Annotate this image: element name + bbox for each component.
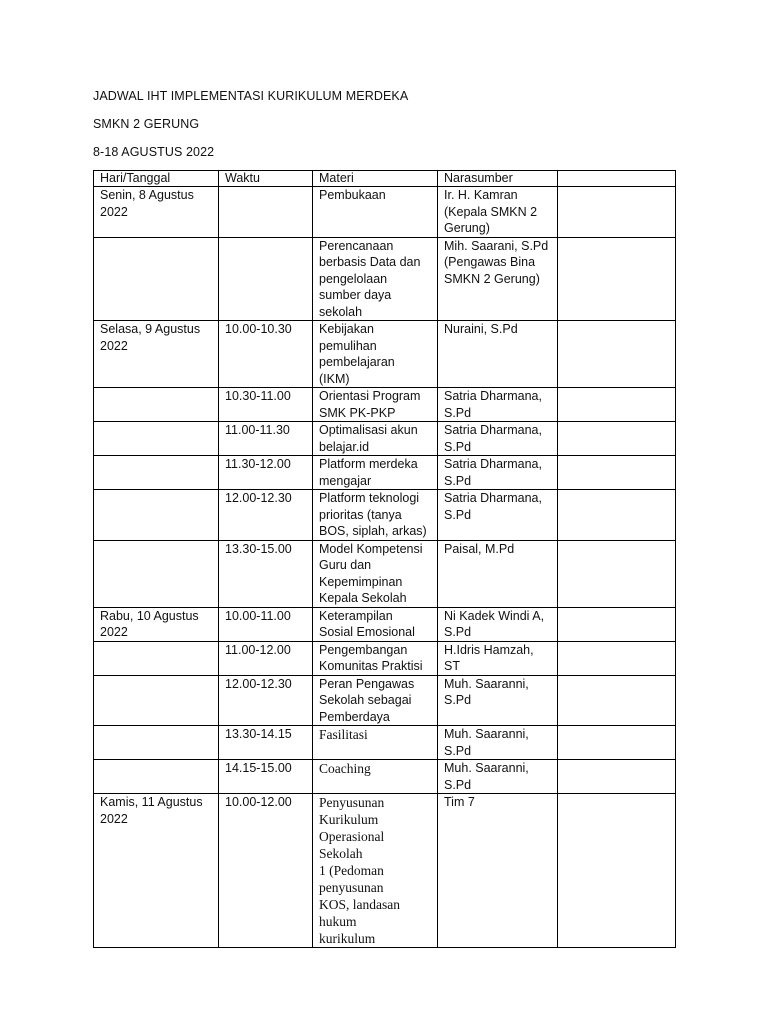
speaker-cell (438, 422, 558, 456)
speaker-cell (438, 726, 558, 760)
time-cell (219, 388, 313, 422)
extra-cell (558, 422, 676, 456)
time-cell-text: 11.00-11.30 (225, 423, 290, 437)
extra-cell (558, 641, 676, 675)
day-cell (94, 675, 219, 726)
time-cell-text: 13.30-14.15 (225, 727, 292, 741)
day-cell-text: Rabu, 10 Agustus 2022 (100, 608, 199, 639)
topic-cell (313, 641, 438, 675)
topic-cell-text: Penyusunan Kurikulum Operasional Sekolah 1 (Pedoman penyusunan KOS, landasan hukum kurikulum (319, 795, 400, 946)
topic-cell-text: Platform teknologi prioritas (tanya BOS, siplah, arkas) (319, 491, 427, 538)
time-cell (219, 607, 313, 641)
speaker-cell (438, 237, 558, 321)
day-cell (94, 540, 219, 607)
speaker-cell-text: Muh. Saaranni, S.Pd (444, 761, 529, 792)
table-row (94, 456, 676, 490)
extra-cell (558, 456, 676, 490)
extra-cell (558, 726, 676, 760)
day-cell (94, 237, 219, 321)
time-cell (219, 675, 313, 726)
day-cell (94, 388, 219, 422)
topic-cell-text: Fasilitasi (319, 727, 368, 742)
time-cell-text: 10.00-12.00 (225, 795, 292, 809)
time-cell (219, 540, 313, 607)
topic-cell-text: Coaching (319, 761, 371, 776)
day-cell (94, 794, 219, 948)
time-cell (219, 641, 313, 675)
extra-cell (558, 794, 676, 948)
day-cell (94, 760, 219, 794)
day-cell (94, 456, 219, 490)
time-cell-text: 13.30-15.00 (225, 541, 292, 556)
speaker-cell (438, 607, 558, 641)
speaker-cell (438, 321, 558, 388)
topic-cell-text: Peran Pengawas Sekolah sebagai Pemberdaya (319, 676, 415, 724)
topic-cell (313, 540, 438, 607)
table-row (94, 726, 676, 760)
topic-cell (313, 607, 438, 641)
header-day: Hari/Tanggal (94, 171, 219, 187)
day-cell-text: Senin, 8 Agustus 2022 (100, 188, 194, 219)
day-cell (94, 187, 219, 238)
extra-cell (558, 540, 676, 607)
topic-cell-text: Keterampilan Sosial Emosional (319, 608, 415, 639)
topic-cell-text: Platform merdeka mengajar (319, 457, 418, 488)
speaker-cell-text: Satria Dharmana, S.Pd (444, 491, 542, 522)
day-cell (94, 607, 219, 641)
topic-cell-text: Pengembangan Komunitas Praktisi (319, 642, 423, 673)
topic-cell-text: Model Kompetensi Guru dan Kepemimpinan Kepala Sekolah (319, 541, 423, 605)
time-cell-text: 11.00-12.00 (225, 642, 291, 657)
time-cell (219, 760, 313, 794)
extra-cell (558, 321, 676, 388)
day-cell-text: Selasa, 9 Agustus 2022 (100, 322, 201, 353)
time-cell (219, 794, 313, 948)
topic-cell (313, 422, 438, 456)
header-speaker: Narasumber (438, 171, 558, 187)
speaker-cell-text: Nuraini, S.Pd (444, 322, 518, 336)
speaker-cell-text: H.Idris Hamzah, ST (444, 642, 534, 673)
extra-cell (558, 490, 676, 541)
time-cell (219, 321, 313, 388)
speaker-cell (438, 187, 558, 238)
speaker-cell-text: Satria Dharmana, S.Pd (444, 423, 542, 454)
speaker-cell (438, 540, 558, 607)
topic-cell (313, 456, 438, 490)
table-row (94, 675, 676, 726)
table-row (94, 794, 676, 948)
time-cell-text: 14.15-15.00 (225, 761, 292, 775)
time-cell-text: 11.30-12.00 (225, 457, 291, 471)
topic-cell (313, 760, 438, 794)
topic-cell (313, 388, 438, 422)
extra-cell (558, 607, 676, 641)
day-cell (94, 422, 219, 456)
day-cell (94, 641, 219, 675)
speaker-cell-text: Satria Dharmana, S.Pd (444, 389, 542, 420)
time-cell-text: 10.00-11.00 (225, 608, 291, 623)
speaker-cell-text: Mih. Saarani, S.Pd (Pengawas Bina SMKN 2 Gerung) (444, 238, 549, 286)
header-topic: Materi (313, 171, 438, 187)
day-cell (94, 321, 219, 388)
extra-cell (558, 187, 676, 238)
topic-cell (313, 237, 438, 321)
time-cell (219, 187, 313, 238)
header-extra (558, 171, 676, 187)
speaker-cell (438, 675, 558, 726)
table-row (94, 187, 676, 238)
speaker-cell-text: Tim 7 (444, 795, 475, 809)
speaker-cell-text: Ir. H. Kamran (Kepala SMKN 2 Gerung) (444, 188, 538, 235)
speaker-cell (438, 456, 558, 490)
topic-cell (313, 187, 438, 238)
speaker-cell (438, 490, 558, 541)
speaker-cell (438, 388, 558, 422)
speaker-cell (438, 760, 558, 794)
time-cell (219, 456, 313, 490)
topic-cell (313, 675, 438, 726)
topic-cell (313, 321, 438, 388)
topic-cell-text: Orientasi Program SMK PK-PKP (319, 389, 421, 420)
day-cell-text: Kamis, 11 Agustus 2022 (100, 795, 203, 826)
time-cell (219, 726, 313, 760)
school-name: SMKN 2 GERUNG (93, 117, 200, 131)
table-row (94, 388, 676, 422)
time-cell-text: 10.00-10.30 (225, 322, 292, 336)
date-range: 8-18 AGUSTUS 2022 (93, 145, 215, 159)
speaker-cell-text: Muh. Saaranni, S.Pd (444, 727, 529, 758)
header-time: Waktu (219, 171, 313, 187)
table-row (94, 607, 676, 641)
extra-cell (558, 675, 676, 726)
day-cell (94, 726, 219, 760)
table-row (94, 760, 676, 794)
table-row (94, 490, 676, 541)
speaker-cell-text: Satria Dharmana, S.Pd (444, 457, 542, 488)
table-row (94, 422, 676, 456)
table-header-row (94, 171, 676, 187)
speaker-cell-text: Ni Kadek Windi A, S.Pd (444, 608, 545, 639)
speaker-cell (438, 641, 558, 675)
topic-cell (313, 490, 438, 541)
speaker-cell-text: Paisal, M.Pd (444, 541, 515, 556)
time-cell-text: 12.00-12.30 (225, 491, 292, 505)
table-row (94, 540, 676, 607)
document-title: JADWAL IHT IMPLEMENTASI KURIKULUM MERDEKA (93, 89, 409, 103)
table-row (94, 641, 676, 675)
topic-cell-text: Perencanaan berbasis Data dan pengelolaan sumber daya sekolah (319, 238, 421, 319)
topic-cell (313, 794, 438, 948)
extra-cell (558, 388, 676, 422)
schedule-table (93, 170, 676, 948)
day-cell (94, 490, 219, 541)
time-cell (219, 422, 313, 456)
topic-cell (313, 726, 438, 760)
extra-cell (558, 237, 676, 321)
table-row (94, 237, 676, 321)
schedule-body (94, 187, 676, 948)
speaker-cell (438, 794, 558, 948)
time-cell-text: 12.00-12.30 (225, 676, 292, 691)
extra-cell (558, 760, 676, 794)
topic-cell-text: Kebijakan pemulihan pembelajaran (IKM) (319, 322, 395, 386)
topic-cell-text: Optimalisasi akun belajar.id (319, 423, 418, 454)
time-cell (219, 237, 313, 321)
time-cell (219, 490, 313, 541)
topic-cell-text: Pembukaan (319, 188, 386, 202)
time-cell-text: 10.30-11.00 (225, 389, 291, 403)
table-row (94, 321, 676, 388)
speaker-cell-text: Muh. Saaranni, S.Pd (444, 676, 529, 707)
